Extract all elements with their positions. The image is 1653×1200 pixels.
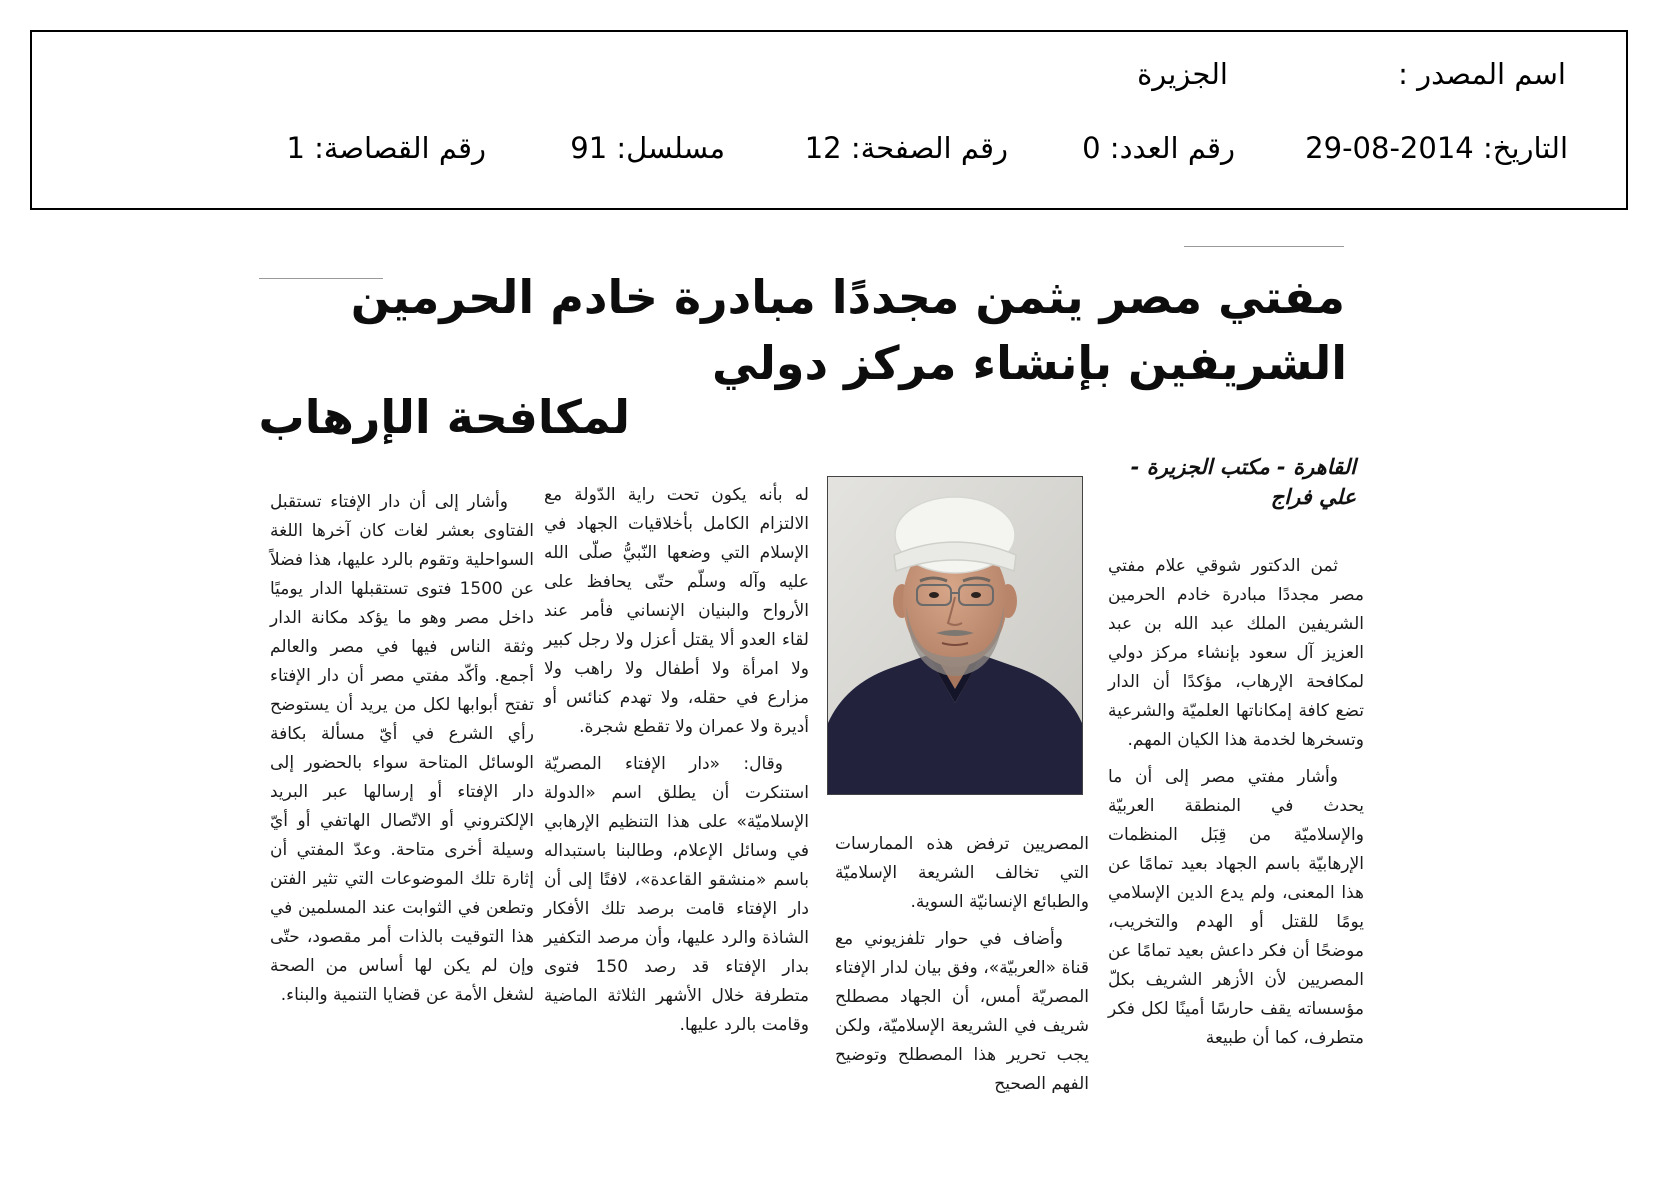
headline-line: مفتي مصر يثمن مجددًا مبادرة خادم الحرمين xyxy=(350,270,1345,324)
byline: القاهرة - مكتب الجزيرة - علي فراج xyxy=(1130,455,1356,509)
eye xyxy=(971,592,981,598)
portrait-image xyxy=(828,477,1082,794)
article-column-2 xyxy=(835,830,1089,1107)
source-label: اسم المصدر : xyxy=(1398,57,1566,91)
clipping-edge-line xyxy=(1184,246,1344,247)
article-paragraph: ثمن الدكتور شوقي علام مفتي مصر مجددًا مبادرة خادم الحرمين الشريفين الملك عبد الله بن عبد العزيز آل سعود بإنشاء مركز دولي لمكافحة الإرهاب، مؤكدًا أن الدار تضع كافة إمكاناتها العلميّة والشرعية وتسخرها لخدمة هذا الكيان المهم. xyxy=(1108,556,1364,750)
article-column-4 xyxy=(270,488,534,1018)
portrait-photo xyxy=(827,476,1083,795)
article-paragraph: وأشار مفتي مصر إلى أن ما يحدث في المنطقة العربيّة والإسلاميّة من قِبَل المنظمات الإرهابيّة باسم الجهاد بعيد تمامًا عن هذا المعنى، ولم يدع الدين الإسلامي يومًا للقتل أو الهدم والتخريب، موضحًا أن فكر داعش بعيد تمامًا عن المصريين لأن الأزهر الشريف بكلّ مؤسساته يقف حارسًا أمينًا لكل فكر متطرف، كما أن طبيعة xyxy=(1108,767,1364,1048)
article-column-3 xyxy=(544,481,809,1048)
serial-number: مسلسل: 91 xyxy=(570,131,725,165)
source-info-box xyxy=(30,30,1628,210)
article-column-1 xyxy=(1108,452,1364,1061)
article-paragraph: المصريين ترفض هذه الممارسات التي تخالف الشريعة الإسلاميّة والطبائع الإنسانيّة السوية. xyxy=(835,834,1089,912)
page-number: رقم الصفحة: 12 xyxy=(804,131,1008,165)
article-paragraph: له بأنه يكون تحت راية الدّولة مع الالتزام الكامل بأخلاقيات الجهاد في الإسلام التي وضعها النّبيُّ صلّى الله عليه وآله وسلّم حتّى يحافظ على الأرواح والبنيان الإنساني فأمر عند لقاء العدو ألا يقتل أعزل ولا رجل كبير ولا امرأة ولا أطفال ولا راهب ولا مزارع في حقله، ولا تهدم كنائس أو أديرة ولا عمران ولا تقطع شجرة. xyxy=(544,485,809,737)
source-name: الجزيرة xyxy=(1137,57,1228,91)
date-field: التاريخ: 2014-08-29 xyxy=(1305,131,1568,165)
headline-line: لمكافحة الإرهاب xyxy=(258,390,630,444)
article-paragraph: وقال: «دار الإفتاء المصريّة استنكرت أن يطلق اسم «الدولة الإسلاميّة» على هذا التنظيم الإرهابي في وسائل الإعلام، وطالبنا باستبداله باسم «منشقو القاعدة»، لافتًا إلى أن دار الإفتاء قامت برصد تلك الأفكار الشاذة والرد عليها، وأن مرصد التكفير بدار الإفتاء قد رصد 150 فتوى متطرفة خلال الأشهر الثلاثة الماضية وقامت بالرد عليها. xyxy=(544,754,809,1035)
article-paragraph: وأشار إلى أن دار الإفتاء تستقبل الفتاوى بعشر لغات كان آخرها اللغة السواحلية وتقوم بالرد عليها، هذا فضلاً عن 1500 فتوى تستقبلها الدار يوميًا داخل مصر وهو ما يؤكد مكانة الدار وثقة الناس فيها في مصر والعالم أجمع. وأكّد مفتي مصر أن دار الإفتاء تفتح أبوابها لكل من يريد أن يستوضح رأي الشرع في أيّ مسألة بكافة الوسائل المتاحة سواء بالحضور إلى دار الإفتاء أو إرسالها عبر البريد الإلكتروني أو الاتّصال الهاتفي أو أيّ وسيلة أخرى متاحة. وعدّ المفتي أن إثارة تلك الموضوعات التي تثير الفتن وتطعن في الثوابت عند المسلمين في هذا التوقيت بالذات أمر مقصود، حتّى وإن لم يكن لها أساس من الصحة لشغل الأمة عن قضايا التنمية والبناء. xyxy=(270,492,534,1005)
issue-number: رقم العدد: 0 xyxy=(1082,131,1235,165)
headline-line: الشريفين بإنشاء مركز دولي xyxy=(712,336,1347,390)
article-paragraph: وأضاف في حوار تلفزيوني مع قناة «العربيّة»، وفق بيان لدار الإفتاء المصريّة أمس، أن الجهاد مصطلح شريف في الشريعة الإسلاميّة، ولكن يجب تحرير هذا المصطلح وتوضيح الفهم الصحيح xyxy=(835,929,1089,1094)
clip-number: رقم القصاصة: 1 xyxy=(286,131,486,165)
eye xyxy=(929,592,939,598)
